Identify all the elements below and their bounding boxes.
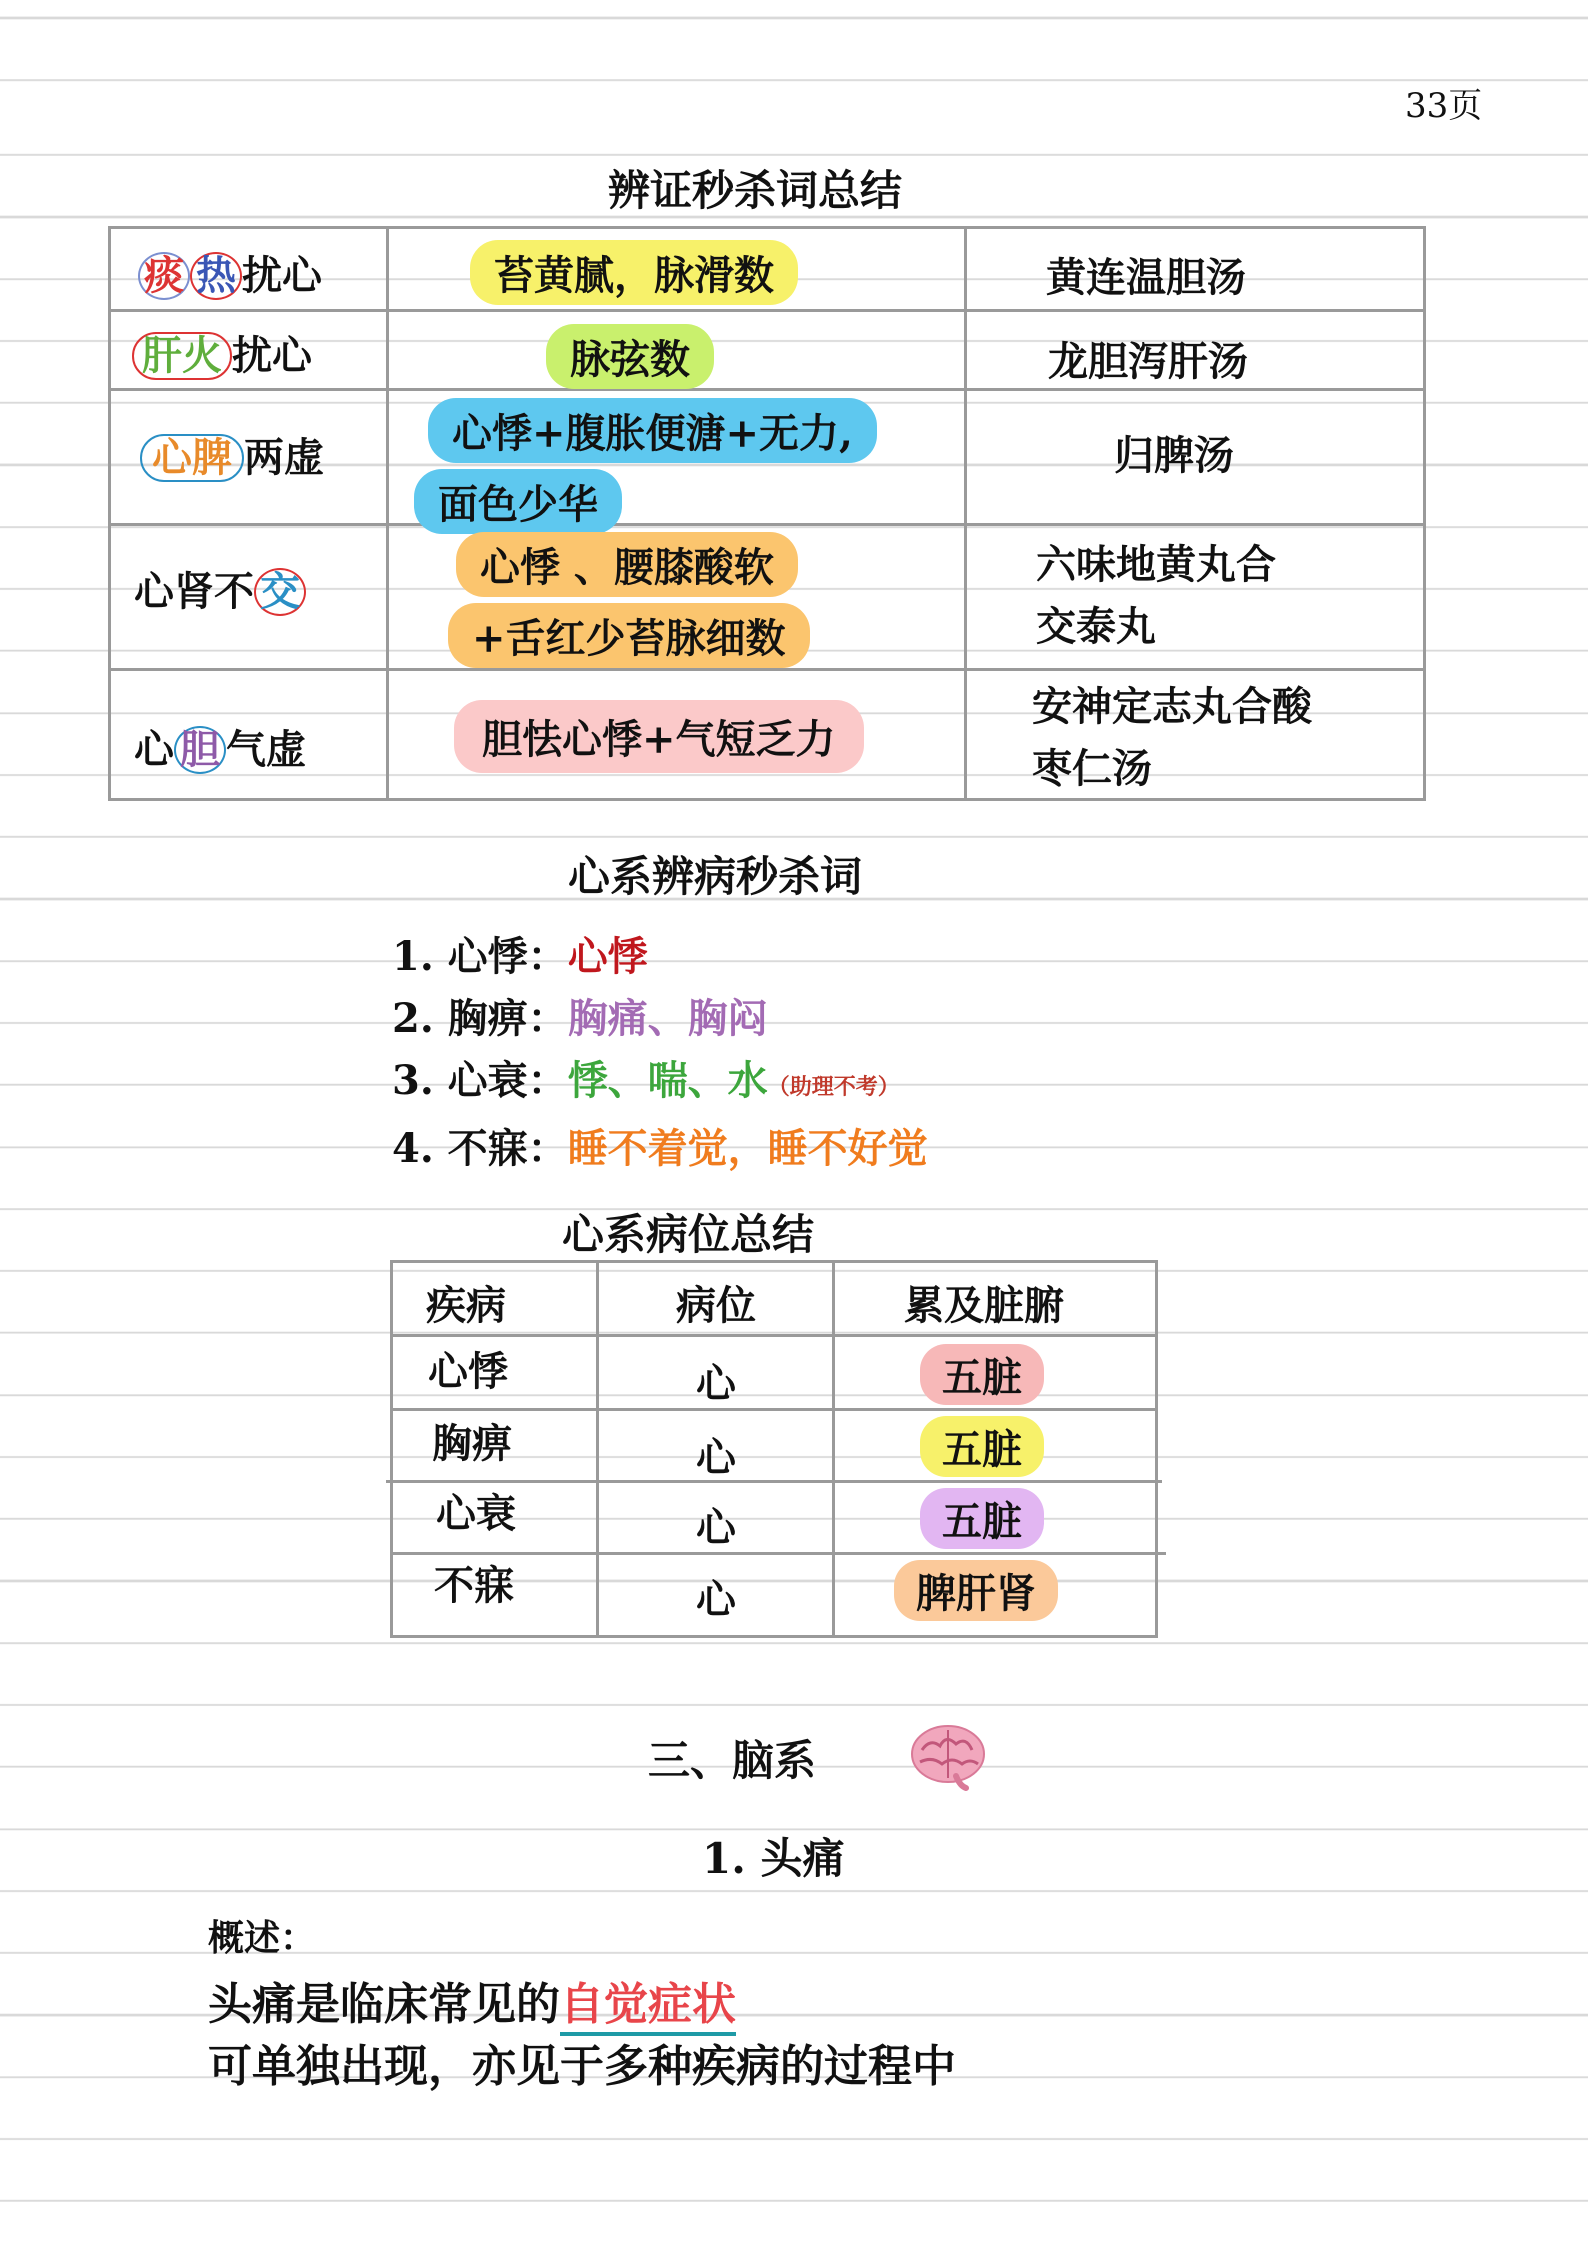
table-row-organs: 五脏: [920, 1344, 1044, 1405]
row2-signs: 脉弦数: [546, 324, 714, 389]
section3-title: 心系病位总结: [562, 1210, 815, 1259]
section1-title: 辨证秒杀词总结: [608, 166, 903, 215]
table-row-disease: 心衰: [436, 1490, 516, 1537]
circled-char: 交: [254, 568, 306, 616]
list-item: 3. 心衰：悸、喘、水（助理不考）: [392, 1057, 900, 1104]
section4-subtitle: 1. 头痛: [702, 1834, 845, 1883]
circled-char: 胆: [174, 726, 226, 774]
list-item: 2. 胸痹：胸痛、胸闷: [392, 995, 768, 1042]
table-row-position: 心: [696, 1360, 736, 1407]
list-item: 4. 不寐：睡不着觉，睡不好觉: [392, 1125, 928, 1172]
row3-signs: 心悸+腹胀便溏+无力, 面色少华: [428, 398, 877, 534]
table-row-disease: 不寐: [434, 1562, 514, 1609]
table-row-organs: 五脏: [920, 1416, 1044, 1477]
section4-title: 三、脑系: [648, 1736, 817, 1785]
section2-title: 心系辨病秒杀词: [568, 852, 863, 901]
row4-syndrome: 心肾不 交: [134, 560, 306, 617]
circled-char: 肝火: [132, 332, 232, 380]
row2-syndrome: 肝火 扰心: [132, 324, 312, 381]
table-row-position: 心: [696, 1504, 736, 1551]
row1-syndrome: 痰 热 扰心: [138, 244, 322, 301]
row4-formula: 六味地黄丸合 交泰丸: [1036, 541, 1276, 650]
row3-formula: 归脾汤: [1114, 432, 1234, 479]
header-position: 病位: [676, 1282, 756, 1329]
table-row-position: 心: [696, 1576, 736, 1623]
row5-signs: 胆怯心悸+气短乏力: [454, 700, 864, 773]
table-row-disease: 胸痹: [432, 1420, 512, 1467]
syndrome-table: [108, 226, 1426, 801]
table-row-disease: 心悸: [428, 1348, 508, 1395]
row3-syndrome: 心脾 两虚: [140, 426, 324, 483]
highlight-term: 自觉症状: [560, 1979, 736, 2036]
header-disease: 疾病: [426, 1282, 506, 1329]
location-table: [390, 1260, 1158, 1638]
row5-syndrome: 心 胆 气虚: [134, 726, 306, 773]
row1-signs: 苔黄腻，脉滑数: [470, 240, 798, 305]
row5-formula: 安神定志丸合酸 枣仁汤: [1032, 683, 1312, 792]
circled-char: 心脾: [140, 434, 244, 482]
overview-label: 概述：: [208, 1917, 317, 1959]
row4-signs: 心悸 、腰膝酸软 +舌红少苔脉细数: [456, 532, 810, 668]
note: （助理不考）: [767, 1074, 900, 1100]
brain-icon: [908, 1720, 988, 1796]
row1-formula: 黄连温胆汤: [1046, 254, 1246, 301]
circled-char: 热: [190, 252, 242, 300]
circled-char: 痰: [138, 252, 190, 300]
row2-formula: 龙胆泻肝汤: [1048, 338, 1248, 385]
table-row-organs: 脾肝肾: [894, 1560, 1058, 1621]
page-number: 33页: [1405, 86, 1483, 126]
table-row-position: 心: [696, 1434, 736, 1481]
list-item: 1. 心悸：心悸: [392, 933, 648, 980]
overview-line2: 可单独出现，亦见于多种疾病的过程中: [208, 2041, 956, 2092]
header-organs: 累及脏腑: [904, 1282, 1064, 1329]
disease-keyword-list: [392, 926, 928, 1180]
overview-line1: 头痛是临床常见的自觉症状: [208, 1968, 736, 2032]
table-row-organs: 五脏: [920, 1488, 1044, 1549]
